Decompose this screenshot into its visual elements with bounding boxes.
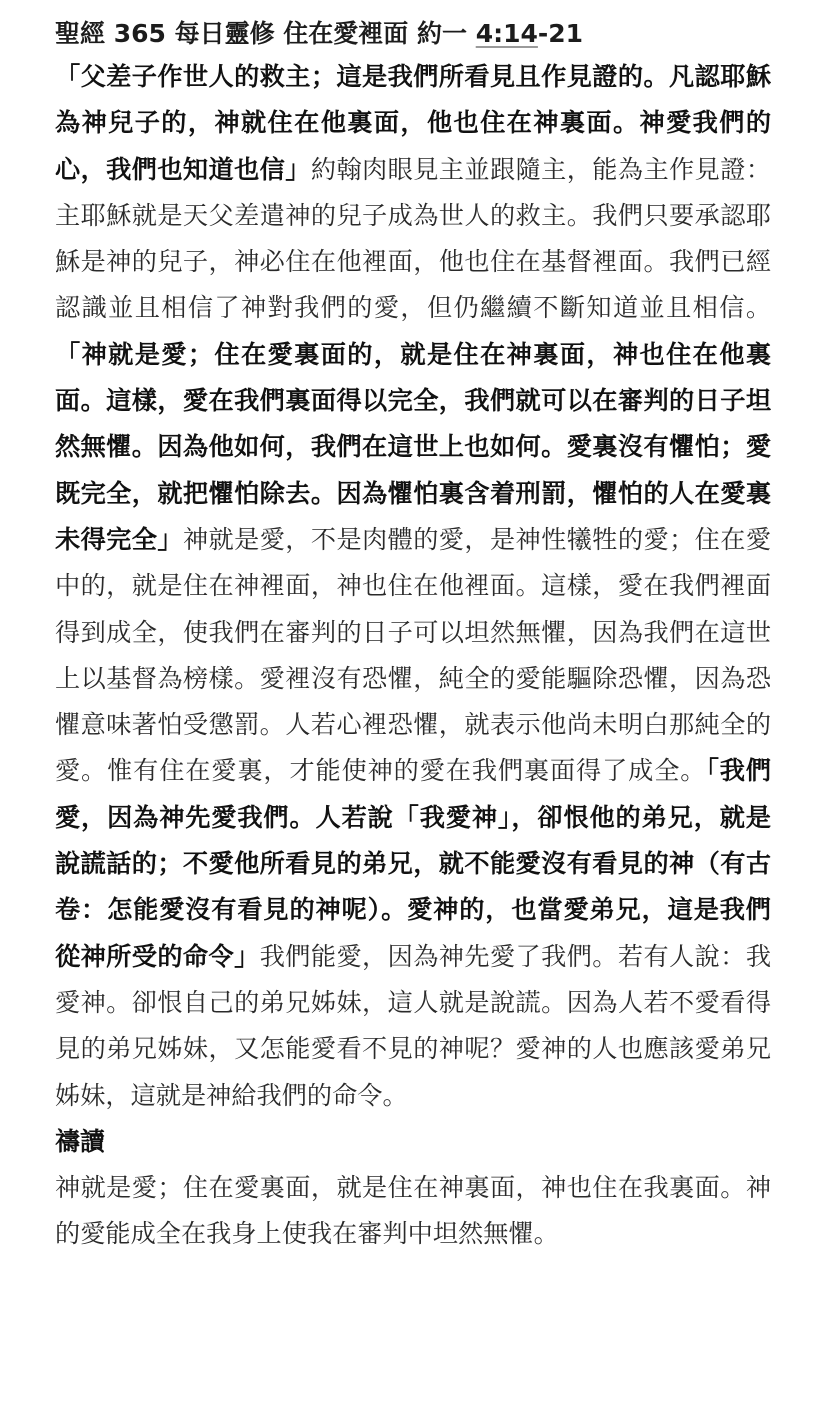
scripture-reference-link[interactable]: 4:14 (475, 19, 538, 48)
devotion-body (55, 54, 771, 1119)
scripture-quote-3: 「我們愛，因為神先愛我們。人若說「我愛神」，卻恨他的弟兄，就是說謊話的；不愛他所看見的弟兄，就不能愛沒有看見的神（有古卷：怎能愛沒有看見的神呢）。愛神的，也當愛弟兄，這是我們從神所受的命令」 (55, 756, 772, 971)
title-prefix: 聖經 365 每日靈修 住在愛裡面 約一 (55, 19, 476, 48)
scripture-quote-2: 「神就是愛；住在愛裏面的，就是住在神裏面，神也住在他裏面。這樣，愛在我們裏面得以完全，我們就可以在審判的日子坦然無懼。因為他如何，我們在這世上也如何。愛裏沒有懼怕；愛既完全，就把懼怕除去。因為懼怕裏含着刑罰，懼怕的人在愛裏未得完全」 (55, 339, 771, 554)
commentary-1: 約翰肉眼見主並跟隨主，能為主作見證：主耶穌就是天父差遣神的兒子成為世人的救主。我們只要承認耶穌是神的兒子，神必住在他裡面，他也住在基督裡面。我們已經認識並且相信了神對我們的愛，但仍繼續不斷知道並且相信。 (55, 154, 772, 323)
devotion-page (55, 14, 771, 1257)
commentary-3: 我們能愛，因為神先愛了我們。若有人說：我愛神。卻恨自己的弟兄姊妹，這人就是說謊。因為人若不愛看得見的弟兄姊妹，又怎能愛看不見的神呢？愛神的人也應該愛弟兄姊妹，這就是神給我們的命令。 (55, 941, 772, 1110)
scripture-quote-1: 「父差子作世人的救主；這是我們所看見且作見證的。凡認耶穌為神兒子的，神就住在他裏面，他也住在神裏面。神愛我們的心，我們也知道也信」 (55, 62, 771, 184)
prayer-heading: 禱讀 (55, 1126, 106, 1156)
commentary-2: 神就是愛，不是肉體的愛，是神性犧牲的愛；住在愛中的，就是住在神裡面，神也住在他裡面。這樣，愛在我們裡面得到成全，使我們在審判的日子可以坦然無懼，因為我們在這世上以基督為榜樣。愛裡沒有恐懼，純全的愛能驅除恐懼，因為恐懼意味著怕受懲罰。人若心裡恐懼，就表示他尚未明白那純全的愛。惟有住在愛裏，才能使神的愛在我們裏面得了成全。 (55, 524, 772, 786)
prayer-text: 神就是愛；住在愛裏面，就是住在神裏面，神也住在我裏面。神的愛能成全在我身上使我在審判中坦然無懼。 (55, 1172, 771, 1249)
title-suffix: -21 (537, 19, 584, 48)
page-title (55, 14, 771, 54)
